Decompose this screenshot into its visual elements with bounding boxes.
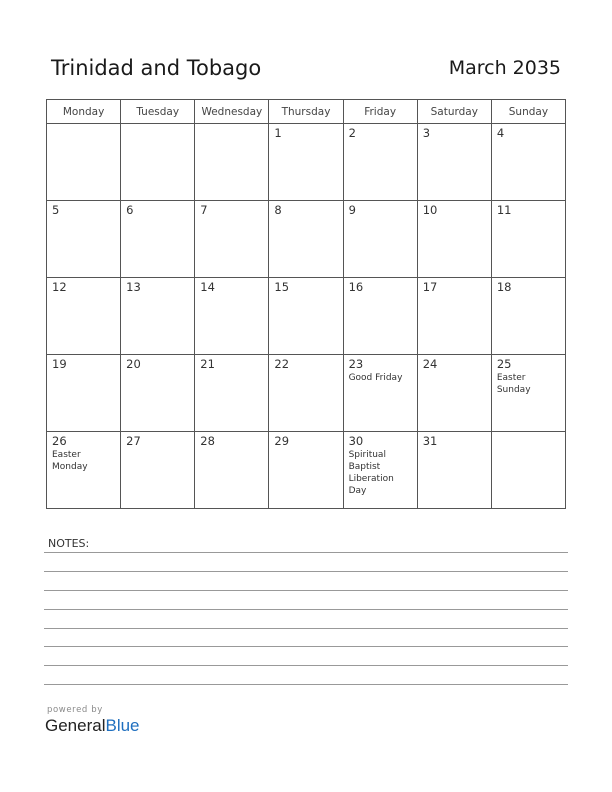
day-cell-holiday [343, 355, 417, 432]
day-cell [491, 201, 565, 278]
day-number: 6 [126, 203, 134, 217]
month-calendar-grid [46, 99, 566, 509]
day-number: 11 [496, 203, 512, 217]
brand-name-general: General [45, 716, 106, 735]
calendar-month-label: March 2035 [448, 57, 561, 79]
day-cell [417, 278, 491, 355]
day-cell-empty [195, 124, 269, 201]
holiday-label: Easter Sunday [496, 373, 531, 395]
day-number: 7 [200, 203, 208, 217]
day-number: 12 [52, 280, 67, 294]
weekday-header: Saturday [417, 100, 491, 124]
day-number: 30 [348, 434, 364, 448]
notes-line [44, 552, 568, 553]
day-cell [47, 355, 121, 432]
day-number: 29 [274, 434, 290, 448]
powered-by-label: powered by [47, 705, 103, 715]
day-cell [417, 432, 491, 509]
week-row [47, 355, 566, 432]
day-cell-holiday [47, 432, 121, 509]
day-number [121, 124, 194, 127]
day-number [492, 432, 565, 435]
day-number [47, 124, 120, 127]
notes-line [44, 628, 568, 629]
generalblue-logo [45, 705, 140, 736]
day-number: 18 [496, 280, 512, 294]
day-number: 13 [126, 280, 141, 294]
day-cell [195, 278, 269, 355]
day-cell-holiday [343, 432, 417, 509]
day-cell [343, 124, 417, 201]
day-cell [343, 201, 417, 278]
day-cell [269, 124, 343, 201]
weekday-header: Thursday [269, 100, 343, 124]
day-cell-empty [121, 124, 195, 201]
week-row [47, 201, 566, 278]
day-number: 27 [126, 434, 141, 448]
day-number: 31 [422, 434, 438, 448]
notes-line [44, 646, 568, 647]
notes-line [44, 665, 568, 666]
day-number: 2 [348, 126, 356, 140]
weekday-header-row [47, 100, 566, 124]
notes-line [44, 684, 568, 685]
holiday-label: Good Friday [348, 373, 403, 383]
day-cell [343, 278, 417, 355]
brand-name-blue: Blue [105, 716, 140, 735]
week-row [47, 432, 566, 509]
day-cell-holiday [491, 355, 565, 432]
calendar-country-title: Trinidad and Tobago [51, 56, 262, 80]
day-cell [121, 355, 195, 432]
holiday-label: Easter Monday [52, 450, 88, 472]
weekday-header: Sunday [491, 100, 565, 124]
day-cell [491, 124, 565, 201]
weekday-header: Friday [343, 100, 417, 124]
weekday-header: Wednesday [195, 100, 269, 124]
day-cell [121, 278, 195, 355]
day-cell [195, 355, 269, 432]
day-cell [195, 432, 269, 509]
day-cell [121, 432, 195, 509]
day-cell [491, 278, 565, 355]
day-cell [47, 201, 121, 278]
day-number: 23 [348, 357, 364, 371]
day-cell [121, 201, 195, 278]
notes-line [44, 609, 568, 610]
day-number: 25 [496, 357, 512, 371]
day-cell [195, 201, 269, 278]
day-number: 20 [126, 357, 141, 371]
day-number: 14 [200, 280, 215, 294]
weekday-header: Monday [47, 100, 121, 124]
notes-label: NOTES: [48, 537, 90, 550]
day-cell [417, 124, 491, 201]
day-cell [417, 355, 491, 432]
day-number: 1 [274, 126, 282, 140]
day-number: 21 [200, 357, 215, 371]
brand-name [45, 716, 140, 736]
day-number: 3 [422, 126, 431, 140]
day-number: 26 [52, 434, 67, 448]
notes-line [44, 590, 568, 591]
notes-line [44, 571, 568, 572]
day-cell-empty [47, 124, 121, 201]
day-number: 10 [422, 203, 438, 217]
day-cell [417, 201, 491, 278]
day-number: 5 [52, 203, 60, 217]
day-cell [47, 278, 121, 355]
day-number [195, 124, 268, 127]
weekday-header: Tuesday [121, 100, 195, 124]
holiday-label: Spiritual Baptist Liberation Day [348, 450, 394, 496]
day-cell-empty [491, 432, 565, 509]
day-number: 24 [422, 357, 438, 371]
day-cell [269, 201, 343, 278]
day-number: 28 [200, 434, 215, 448]
day-number: 22 [274, 357, 290, 371]
day-number: 15 [274, 280, 290, 294]
day-number: 8 [274, 203, 282, 217]
day-number: 16 [348, 280, 364, 294]
day-number: 17 [422, 280, 438, 294]
day-cell [269, 432, 343, 509]
week-row [47, 124, 566, 201]
day-number: 9 [348, 203, 356, 217]
day-cell [269, 355, 343, 432]
day-cell [269, 278, 343, 355]
day-number: 19 [52, 357, 67, 371]
week-row [47, 278, 566, 355]
day-number: 4 [496, 126, 505, 140]
